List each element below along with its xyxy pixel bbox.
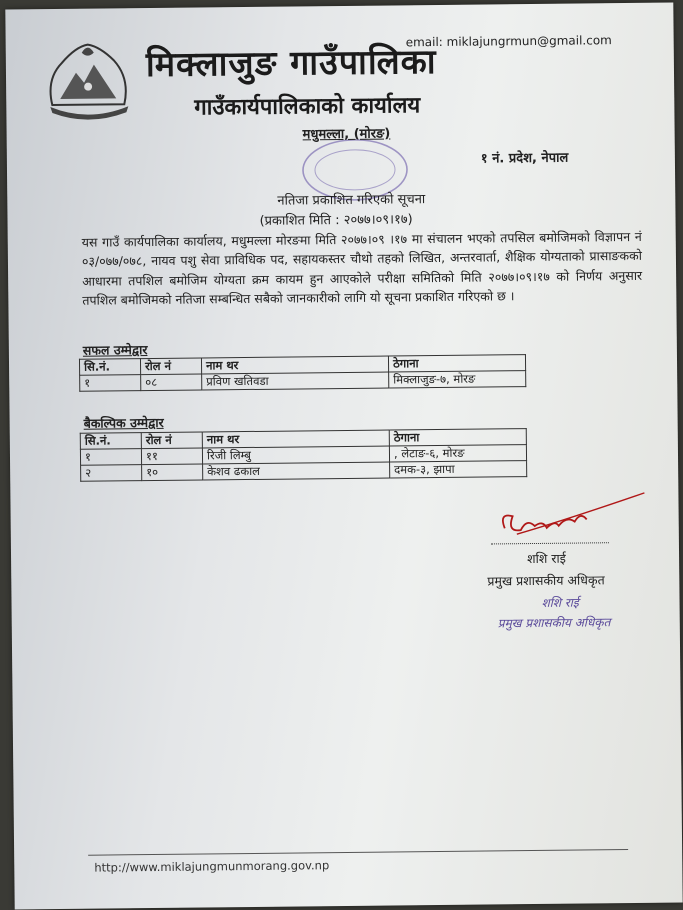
notice-body: यस गाउँ कार्यपालिका कार्यालय, मधुमल्ला मोरङमा मिति २०७७।०९ ।१७ मा संचालन भएको तपसिल बमोजिमको विज्ञापन नं ०३/०७७/०७८, नायव पशु सेवा प्राविधिक पद, सहायकस्तर चौथो तहको लिखित, अन्तरवार्ता, शैक्षिक योग्यताको प्रासाङकको आधारमा तपशिल बमोजिम योग्यता क्रम कायम हुन आएकोले परीक्षा समितिको मिति २०७७।०९।१७ को निर्णय अनुसार तपशिल बमोजिमको नतिजा सम्बन्धित सबैको जानकारीको लागि यो सूचना प्रकाशित गरिएको छ । [81,228,643,308]
office-title: गाउँकार्यपालिकाको कार्यालय [194,93,421,121]
table-cell: १ [80,449,141,466]
column-header: ठेगाना [389,429,526,446]
alternate-candidates-table [80,428,527,482]
notice-title: नतिजा प्रकाशित गरिएको सूचना [277,192,426,209]
office-address: मधुमल्ला, (मोरङ) [302,126,391,143]
officer-name: शशि राई [527,550,566,567]
successful-candidates-heading: सफल उम्मेद्वार [82,342,148,358]
stamp-officer-title: प्रमुख प्रशासकीय अधिकृत [497,615,611,631]
column-header: नाम थर [202,430,389,448]
table-cell: केशव ढकाल [203,462,390,480]
municipality-title: मिक्लाजुङ गाउँपालिका [145,42,437,86]
email-address: email: miklajungrmun@gmail.com [405,33,612,50]
column-header: सि.नं. [80,433,141,450]
column-header: रोल नं [141,432,202,449]
signature-line [491,542,609,544]
letter-page [5,3,682,910]
successful-candidates-table [79,354,526,392]
column-header: रोल नं [140,358,201,375]
table-cell: रिजी लिम्बु [202,446,389,464]
province-label: १ नं. प्रदेश, नेपाल [480,150,569,167]
table-cell: दमक-३, झापा [390,461,527,478]
column-header: ठेगाना [388,355,525,372]
column-header: नाम थर [201,356,388,374]
table-cell: प्रविण खतिवडा [202,372,389,390]
table-cell: , लेटाङ-६, मोरङ [389,445,526,462]
handwritten-signature [496,489,647,545]
website-url: http://www.miklajungmunmorang.gov.np [94,858,330,875]
table-cell: १ [80,375,141,392]
table-cell: १० [142,464,203,481]
table-cell: मिक्लाजुङ-७, मोरङ [389,371,526,388]
officer-title: प्रमुख प्रशासकीय अधिकृत [487,572,605,589]
alternate-candidates-heading: बैकल्पिक उम्मेद्वार [83,414,164,431]
stamp-officer-name: शशि राई [541,595,579,610]
table-cell: २ [81,465,142,482]
nepal-emblem-logo [42,38,135,123]
publish-date: (प्रकाशित मिति : २०७७।०९।१७) [259,212,413,229]
footer-divider [88,849,628,856]
column-header: सि.नं. [79,359,140,376]
table-cell: ११ [141,448,202,465]
table-cell: ०८ [141,374,202,391]
